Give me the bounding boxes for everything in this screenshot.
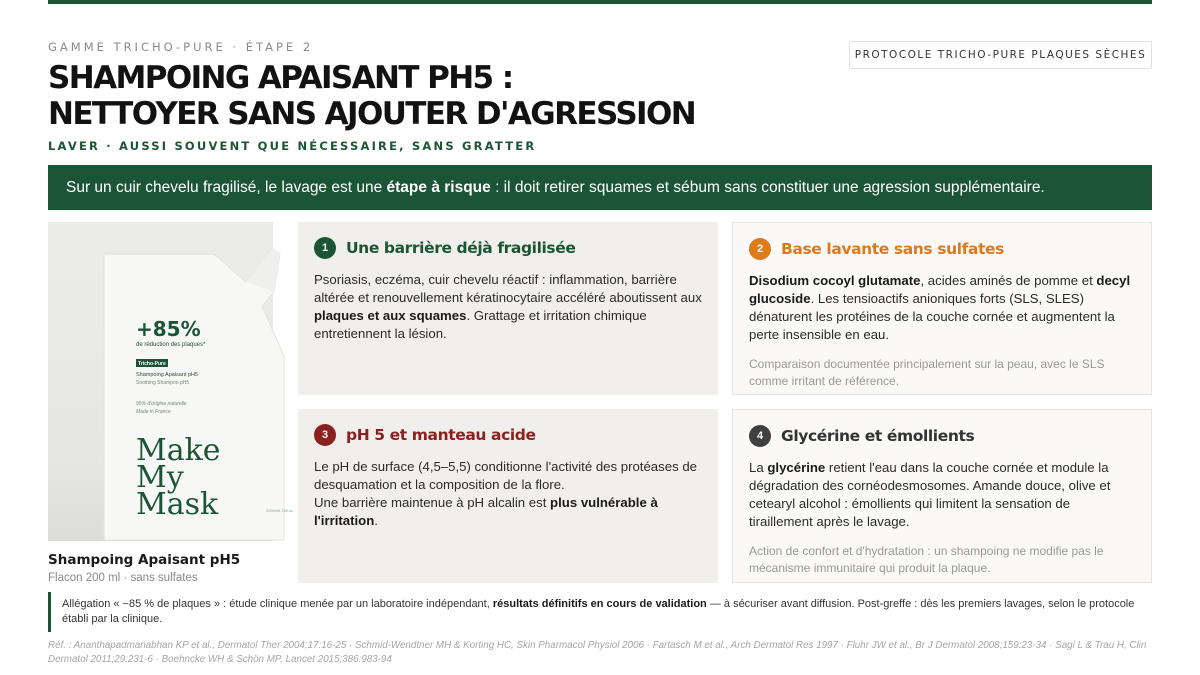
product-image	[48, 222, 294, 541]
card-header	[749, 237, 1135, 261]
label-volume: 200ml/6.76fl.oz	[266, 508, 294, 513]
card-title: Une barrière déjà fragilisée	[346, 239, 576, 257]
card-header	[314, 236, 702, 260]
card-body	[314, 458, 702, 530]
card-body	[749, 272, 1135, 344]
label-origin1: 95% d'origine naturelle	[136, 401, 187, 407]
card-header	[314, 423, 702, 447]
card-barrier	[298, 222, 718, 395]
intro-banner	[48, 165, 1152, 210]
card-text-bold: plus vulnérable à l'irritation	[314, 495, 658, 528]
label-stat-caption: de réduction des plaques*	[136, 342, 206, 348]
card-text: .	[374, 513, 378, 528]
label-logo-line2: My	[136, 460, 184, 495]
card-text: Le pH de surface (4,5–5,5) conditionne l'activité des protéases de desquamation et la composition de la flore.	[314, 459, 697, 492]
card-text: Une barrière maintenue à pH alcalin est	[314, 495, 551, 510]
card-text-bold: decyl glucoside	[749, 273, 1131, 306]
card-text: Psoriasis, eczéma, cuir chevelu réactif : inflammation, barrière altérée et renouvellement kératinocytaire accéléré aboutissent aux	[314, 272, 702, 305]
claim-text: Allégation « −85 % de plaques » : étude clinique menée par un laboratoire indépendant,	[62, 598, 493, 610]
card-text-line	[314, 494, 702, 530]
label-brand-chip: Tricho-Pure	[138, 361, 166, 367]
card-note: Action de confort et d'hydratation : un shampoing ne modifie pas le mécanisme immunitaire qui produit la plaque.	[749, 544, 1104, 575]
shampoo-bottle-illustration	[96, 244, 294, 542]
label-logo-line1: Make	[136, 433, 221, 468]
card-glycerin	[732, 409, 1152, 583]
claim-text-bold: résultats définitifs en cours de validation	[492, 598, 707, 610]
label-origin2: Made in France	[136, 409, 171, 415]
card-text-bold: glycérine	[767, 460, 826, 475]
references: Réf. : Ananthapadmanabhan KP et al., Dermatol Ther 2004;17:16-25 · Schmid-Wendtner MH & Korting HC, Skin Pharmacol Physiol 2006 · Fartasch M et al., Arch Dermatol Res 1997 · Fluhr JW et al., Br J Dermatol 2008;159:23-34 · Sagi L & Trau H, Clin Dermatol 2011;29:231-6 · Boehncke WH & Schön MP, Lancet 2015;386:983-94	[48, 640, 1147, 665]
card-body	[314, 271, 702, 343]
label-stat: +85%	[136, 317, 201, 341]
card-text: La	[749, 460, 768, 475]
card-text: . Grattage et irritation chimique entretiennent la lésion.	[314, 308, 647, 341]
top-accent-bar	[48, 0, 1152, 4]
intro-banner-text	[66, 179, 1045, 197]
product-name: Shampoing Apaisant pH5	[48, 552, 241, 568]
banner-text-post: : il doit retirer squames et sébum sans constituer une agression supplémentaire.	[490, 178, 1045, 196]
title-line-2: NETTOYER SANS AJOUTER D'AGRESSION	[48, 96, 696, 132]
label-logo-line3: Mask	[136, 487, 219, 522]
card-sulfate-free-base	[732, 222, 1152, 395]
card-text: . Les tensioactifs anioniques forts (SLS, SLES) dénaturent les protéines de la couche cornée et augmentent la perte insensible en eau.	[749, 291, 1115, 342]
card-ph5	[298, 409, 718, 583]
card-title: pH 5 et manteau acide	[346, 426, 536, 444]
card-number-badge: 2	[749, 238, 771, 260]
card-header	[749, 424, 1135, 448]
claim-text: — à sécuriser avant diffusion. Post-greffe : dès les premiers lavages, selon le protocole établi par la clinique.	[62, 598, 1135, 625]
card-number-badge: 4	[749, 425, 771, 447]
subtitle: LAVER · AUSSI SOUVENT QUE NÉCESSAIRE, SANS GRATTER	[48, 139, 537, 153]
title-line-1: SHAMPOING APAISANT PH5 :	[48, 60, 513, 96]
card-title: Glycérine et émollients	[781, 427, 975, 445]
claim-disclaimer	[48, 592, 1152, 632]
card-note: Comparaison documentée principalement sur la peau, avec le SLS comme irritant de référence.	[749, 357, 1105, 388]
product-description: Flacon 200 ml · sans sulfates	[48, 572, 198, 584]
card-text: , acides aminés de pomme et	[920, 273, 1097, 288]
protocol-tag: PROTOCOLE TRICHO-PURE PLAQUES SÈCHES	[849, 41, 1152, 69]
card-title: Base lavante sans sulfates	[781, 240, 1004, 258]
banner-text-bold: étape à risque	[386, 178, 491, 196]
card-number-badge: 3	[314, 424, 336, 446]
eyebrow: GAMME TRICHO-PURE · ÉTAPE 2	[48, 40, 314, 54]
banner-text-pre: Sur un cuir chevelu fragilisé, le lavage est une	[66, 178, 387, 196]
card-number-badge: 1	[314, 237, 336, 259]
card-text: retient l'eau dans la couche cornée et module la dégradation des cornéodesmosomes. Amande douce, olive et cetearyl alcohol : émollients qui limitent la sensation de tiraillement après le lavage.	[749, 460, 1111, 529]
label-product-line1: Shampoing Apaisant pH5	[136, 372, 199, 378]
label-product-line2: Soothing Shampoo pH5	[136, 380, 190, 386]
card-body	[749, 459, 1135, 531]
card-text-bold: Disodium cocoyl glutamate	[749, 273, 921, 288]
card-text-bold: plaques et aux squames	[314, 308, 467, 323]
page-title	[48, 60, 808, 132]
